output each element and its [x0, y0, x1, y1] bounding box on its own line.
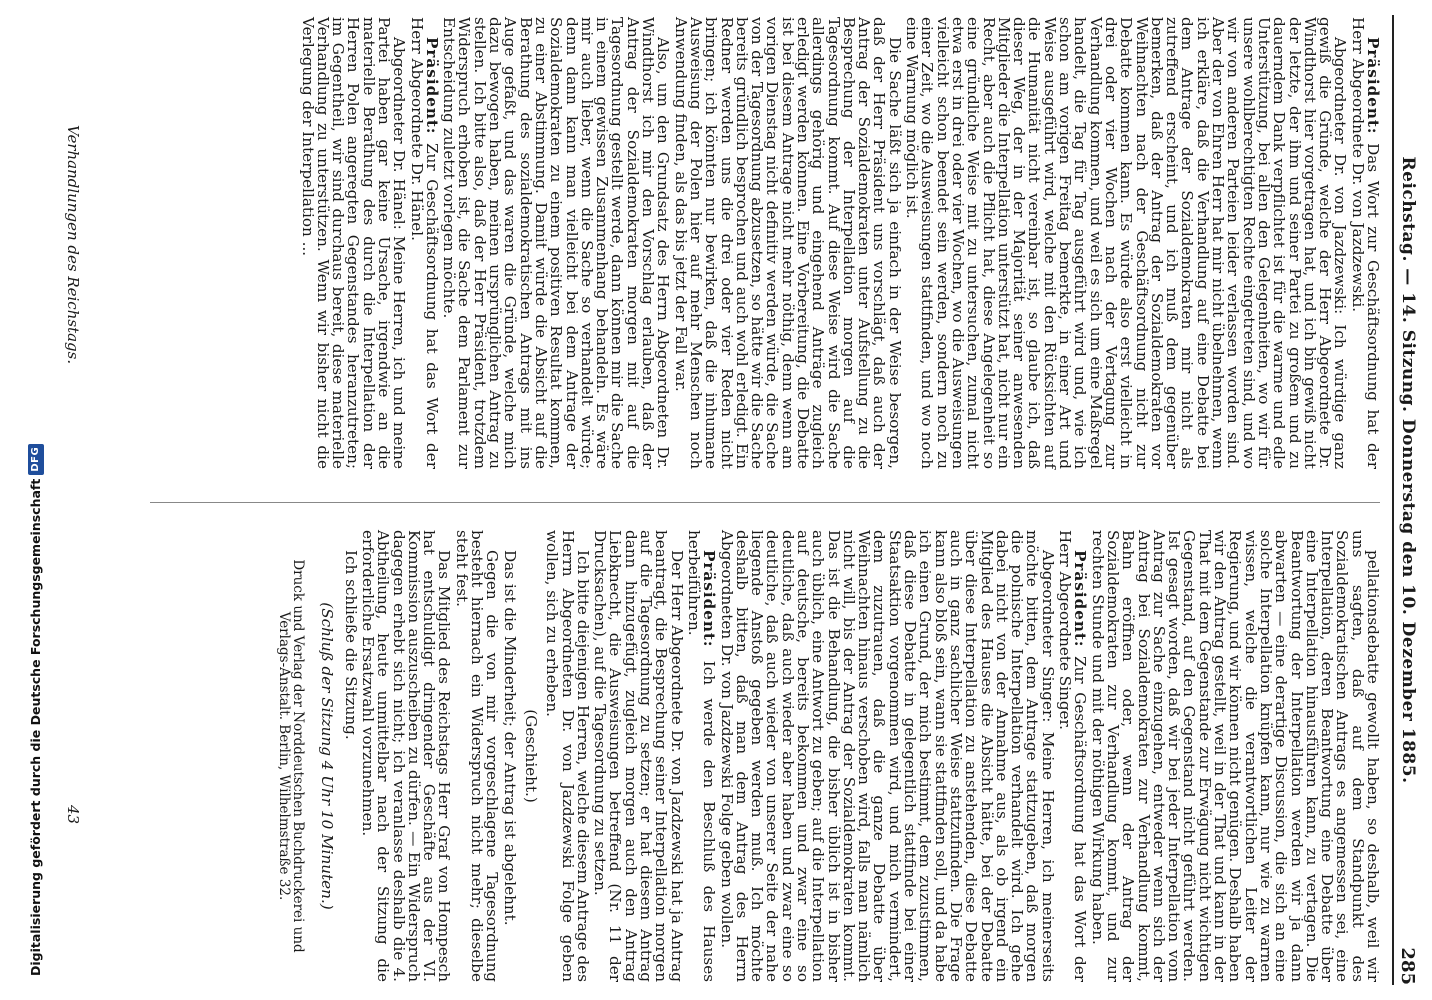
session-end-note: (Schluß der Sitzung 4 Uhr 10 Minuten.)	[318, 602, 337, 910]
paragraph-text: Ich schließe die Sitzung.	[341, 550, 360, 740]
page-number: 285	[1397, 947, 1418, 985]
stamp-text: Digitalisierung gefördert durch die Deutsche Forschungsgemeinschaft	[28, 478, 43, 976]
speaker-label: Präsident:	[1071, 550, 1090, 648]
printer-imprint: Druck und Verlag der Norddeutschen Buchdruckerei und Verlags-Anstalt. Berlin, Wilhelmstraße 32.	[276, 559, 307, 953]
stage-direction: (Geschieht.)	[521, 709, 540, 803]
paragraph	[1089, 530, 1380, 982]
paragraph-text: Abgeordneter Dr. von Jazdzewski: Ich würdige ganz gewiß die Gründe, welche der Herr Abgeordnete Dr. Windthorst hier vorgetragen hat, und ich bin gewiß nicht der letzte, der ihm und seiner Partei zu großem und zu dauerndem Dank verpflichtet ist für die warme und edle Unterstützung, bei allen den Gelegenheiten, wo wir für unsere wohlberechtigten Rechte eingetreten sind, und wo wir von anderen Parteien leider verlassen worden sind. Aber der von Ehren Herr hat mir nicht übelnehmen, wenn ich erkläre, daß die Verhandlung auf eine Debatte bei dem Antrage der Sozialdemokraten mir nicht als zutreffend erscheint, und ich muß dem gegenüber bemerken, daß der Antrag der Sozialdemokraten vor Weihnachten nach der Geschäftsordnung nicht zur Debatte kommen kann. Es würde also erst vielleicht in drei oder vier Wochen nach der Vertagung zur Verhandlung kommen, und weil es sich um eine Maßregel handelt, die Tag für Tag ausgeführt wird und, wie ich schon am vorigen Freitag bemerkte, in einer Art und Weise ausgeführt wird, welche mit den Rücksichten auf die Humanität nicht vereinbar ist, so glaube ich, daß dieser Weg, der in der Majorität seiner anwesenden Mitglieder die Interpellation unterstützt hat, nicht nur ein Recht, aber auch die Pflicht hat, diese Angelegenheit so eine gründliche Weise mit zu untersuchen, zumal nicht etwa erst in drei oder vier Wochen, wo die Ausweisungen vielleicht schon beendet sein werden, sondern noch zu einer Zeit, wo die Ausweisungen stattfinden, und wo noch eine Warnung möglich ist.	[903, 17, 1350, 469]
running-header	[1388, 5, 1418, 995]
paragraph	[592, 530, 684, 982]
paragraph-text: Abgeordneter Dr. Hänel: Meine Herren, ich und meine Partei haben gar keine Ursache, irgendwie an die materielle Berathung des durch die Interpellation der Herren Polen angeregten Gegenstandes heranzutreten; im Gegentheil, wir sind durchaus bereit, diese materielle Verhandlung zu unterstützen. Wenn wir bisher nicht die Verlegung der Interpellation ...	[298, 17, 409, 469]
left-column	[70, 17, 1380, 469]
paragraph	[904, 17, 1348, 469]
paragraph	[341, 530, 360, 982]
paragraph	[500, 530, 519, 982]
right-column	[70, 530, 1380, 982]
paragraph	[544, 530, 590, 982]
paragraph-text: Das Wort zur Geschäftsordnung hat der Herr Abgeordnete Dr. von Jazdzewski.	[1348, 17, 1382, 470]
column-divider	[150, 502, 1380, 503]
paragraph-text: Ich werde den Beschluß des Hauses herbeiführen.	[684, 530, 719, 982]
paragraph	[408, 17, 439, 469]
paragraph	[360, 530, 452, 982]
header-rule	[1392, 15, 1394, 985]
paragraph-text: Das Mitglied des Reichstags Herr Graf von Hompesch hat entschuldigt dringender Geschäfte aus der VI. Kommission auszuscheiben zu dürfen. — Ein Widerspruch dagegen erhebt sich nicht; ich veranlasse deshalb die 4. Abtheilung, heute unmittelbar nach der Sitzung die erforderliche Ersatzwahl vorzunehmen.	[359, 530, 454, 982]
document-page	[20, 5, 1420, 995]
paragraph	[298, 17, 409, 469]
speaker-label: Präsident:	[1364, 37, 1382, 135]
paragraph-text: Zur Geschäftsordnung hat das Wort der Herr Abgeordnete Dr. Hänel.	[407, 17, 441, 470]
paragraph	[671, 17, 904, 469]
paragraph-text: Der Herr Abgeordnete Dr. von Jazdzewski hat ja Antrag beantragt, die Besprechung seiner Interpellation morgen auf die Tagesordnung zu setzen; er hat diesem Antrag dann hinzugefügt, zugleich morgen auch den Antrag Liebknecht, die Ausweisungen betreffend (Nr. 11 der Drucksachen), auf die Tagesordnung zu setzen.	[591, 530, 686, 982]
paragraph-text: Zur Geschäftsordnung hat das Wort der Herr Abgeordnete Singer.	[1056, 530, 1090, 983]
footer-sheet-number: 43	[64, 805, 82, 825]
paragraph	[686, 530, 717, 982]
speaker-label: Präsident:	[700, 550, 719, 648]
paragraph-text: Ich bitte diejenigen Herren, welche diesem Antrage des Herrn Abgeordneten Dr. von Jazdzewski Folge geben wollen, sich zu erheben.	[543, 530, 592, 982]
speaker-label: Präsident:	[422, 37, 441, 135]
paragraph	[440, 17, 673, 469]
dfg-logo-icon: DFG	[28, 444, 44, 475]
header-title: Reichstag. — 14. Sitzung. Donnerstag den 10. Dezember 1885.	[1398, 156, 1418, 784]
paragraph-text: Das ist die Minderheit; der Antrag ist abgelehnt.	[500, 550, 519, 926]
paragraph-text: Abgeordneter Singer: Meine Herren, ich meinerseits möchte bitten, dem Antrage stattzugeben, daß morgen die polnische Interpellation verhandelt wird. Ich gehe dabei nicht von der Annahme aus, als ob irgend ein Mitglied des Hauses die Absicht hätte, bei der Debatte über diese Interpellation zu anstehenden, diese Debatte auch in ganz sachlicher Weise stattzufinden. Die Frage kann also bloß sein, wann sie stattfinden soll, und da habe ich einen Grund, der mich bestimmt, dem zuzustimmen, daß diese Debatte in gelegentlich stattfinde bei einer Staatsaktion vorgenommen wird, und mich vermindert, dem zuzutrauen, daß die ganze Debatte über Weihnachten hinaus verschoben wird, falls man nämlich nicht will, bis der Antrag der Sozialdemokraten kommt. Das ist die Behandlung, die bisher üblich ist in bisher auch üblich, eine Antwort zu geben; auf die Interpellation auf deutsche, bereits bekommen und zwar eine so deutliche, daß auch wieder aber haben und zwar eine so deutliche, daß auch wieder von unserer Seite der nahe liegende Anstoß gegeben werden muß. Ich möchte deshalb bitten, daß man dem Antrag des Herrn Abgeordneten Dr. von Jazdzewski Folge geben wollen.	[717, 530, 1057, 982]
paragraph	[1057, 530, 1088, 982]
digitization-stamp	[0, 100, 43, 1000]
paragraph	[1349, 17, 1380, 469]
paragraph-text: pellationsdebatte gewollt haben, so deshalb, weil wir uns sagten, daß auf dem Standpunkt des Sozialdemokratischen Antrags es angemessen sei, eine Interpellation, deren Beantwortung eine Debatte über eine Interpellation hinausführen kann, zu vertagen. Die Beantwortung der Interpellation werden wir ja dann abwarten — eine derartige Discussion, die sich an eine solche Interpellation knüpfen kann, nur wie zu warnen wissen, welche die verantwortlichen Leiter der Regierung, und wir können nicht genügen. Deshalb haben wir den Antrag gestellt, weil in der That und kann in der That mit dem Gegenstande zur Erwägung nicht wichtigen Gegenstand, auf den Gegenstand nicht geführt werden. Ist gesagt worden, daß wir bei jeder Interpellation vom Antrag zur Sache einzugehen, entweder wenn sich der Antrag bei Sozialdemokraten zur Verhandlung kommt, Bahn eröffnen oder, wenn der Antrag der Sozialdemokraten zur Verhandlung kommt, und zur rechten Stunde und mit der nöthigen Wirkung haben.	[1088, 530, 1382, 982]
footer-title: Verhandlungen des Reichstags.	[64, 125, 82, 365]
paragraph-text: Gegen die von mir vorgeschlagene Tagesordnung besteht hiernach ein Widerspruch nicht mehr; dieselbe steht fest.	[452, 530, 502, 982]
paragraph-text: Die Sache läßt sich ja einfach in der Weise besorgen, daß der Herr Präsident uns vorschlägt, daß auch der Antrag der Sozialdemokraten unter Aufstellung zu die Besprechung der Interpellation morgen auf die Tagesordnung kommt. Auf diese Weise wird die Sache allerdings gehörig und eingehend Anträge zugleich erledigt werden können. Eine Vorbereitung, die Debatte ist bei diesem Antrage nicht mehr nöthig, denn wenn am vorigen Dienstag nicht definitiv werden würde, die Sache von der Tagesordnung abzusetzen, so hätte wir die Sache bereits gründlich besprochen und auch wohl erledigt. Ein Redner werden uns die drei oder vier Reden nicht bringen; ich könnten nur bewirken, daß die inhumane Ausweisung der Polen hier auf mehr Menschen noch Anwendung finden, als das bis jetzt der Fall war.	[671, 17, 904, 469]
paragraph	[718, 530, 1055, 982]
paragraph-text: Also, um den Grundsatz des Herrn Abgeordneten Dr. Windthorst ich mir den Vorschlag erlauben, daß der Antrag der Sozialdemokraten morgen mit auf die Tagesordnung gestellt werde, dann können mir die Sache in einem gewissen Zusammenhang behandeln. Es wäre mir auch lieber, wenn die Sache so verhandelt würde; denn dann kann man vielleicht bei dem Antrage der Sozialdemokraten zu einem positiven Resultat kommen, zu einer Abstimmung. Damit würde die Absicht auf die Berathung des sozialdemokratischen Antrags mit ins Auge gefaßt, und das waren die Gründe, welche mich dazu bewogen haben, meinen ursprünglichen Antrag zu stellen. Ich bitte also, daß der Herr Präsident, trotzdem Widerspruch erhoben ist, die Sache dem Parlament zur Entscheidung zuletzt vorlegen möchte.	[440, 17, 673, 469]
paragraph	[452, 530, 502, 982]
